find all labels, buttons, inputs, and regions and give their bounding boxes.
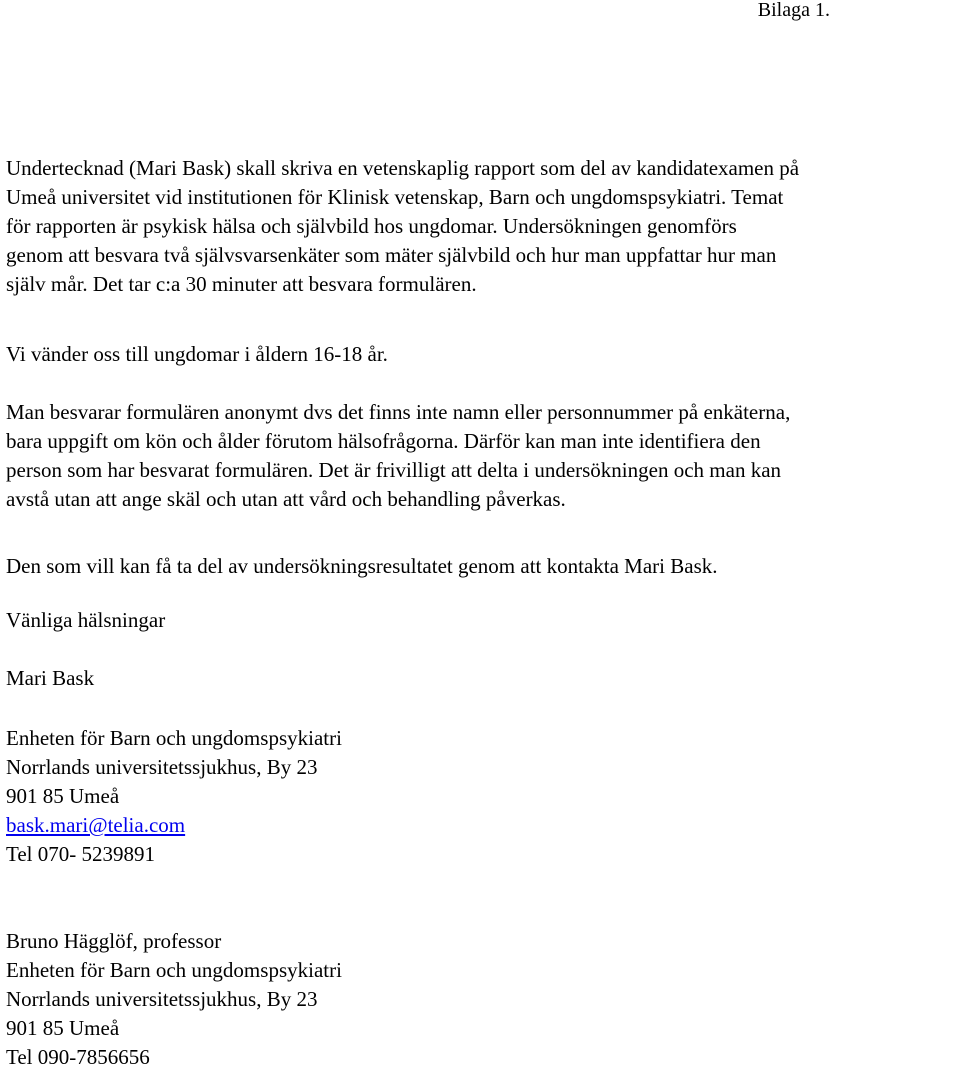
contact-hospital: Norrlands universitetssjukhus, By 23 bbox=[6, 755, 318, 779]
greeting bbox=[6, 606, 956, 635]
results-line: Den som vill kan få ta del av undersökningsresultatet genom att kontakta Mari Bask. bbox=[6, 554, 718, 578]
intro-line: för rapporten är psykisk hälsa och självbild hos ungdomar. Undersökningen genomförs bbox=[6, 214, 737, 238]
intro-line: genom att besvara två självsvarsenkäter som mäter självbild och hur man uppfattar hur man bbox=[6, 243, 777, 267]
target-group-paragraph bbox=[6, 340, 956, 369]
signature-line: Mari Bask bbox=[6, 666, 95, 690]
intro-line: Undertecknad (Mari Bask) skall skriva en vetenskaplig rapport som del av kandidatexamen på bbox=[6, 156, 800, 180]
greeting-line: Vänliga hälsningar bbox=[6, 608, 166, 632]
attachment-label: Bilaga 1. bbox=[757, 0, 830, 21]
anonymity-line: Man besvarar formulären anonymt dvs det finns inte namn eller personnummer på enkäterna, bbox=[6, 400, 791, 424]
anonymity-line: avstå utan att ange skäl och utan att vård och behandling påverkas. bbox=[6, 487, 566, 511]
intro-line: själv mår. Det tar c:a 30 minuter att besvara formulären. bbox=[6, 272, 477, 296]
signature bbox=[6, 664, 956, 693]
contact-name: Bruno Hägglöf, professor bbox=[6, 929, 222, 953]
contact-unit: Enheten för Barn och ungdomspsykiatri bbox=[6, 726, 342, 750]
anonymity-line: person som har besvarat formulären. Det är frivilligt att delta i undersökningen och man kan bbox=[6, 458, 782, 482]
contact-phone: Tel 070- 5239891 bbox=[6, 842, 156, 866]
anonymity-paragraph bbox=[6, 398, 956, 514]
contact-phone: Tel 090-7856656 bbox=[6, 1045, 150, 1069]
contact-block-mari bbox=[6, 724, 956, 869]
contact-block-bruno bbox=[6, 927, 956, 1072]
target-group-line: Vi vänder oss till ungdomar i åldern 16-18 år. bbox=[6, 342, 388, 366]
contact-hospital: Norrlands universitetssjukhus, By 23 bbox=[6, 987, 318, 1011]
results-paragraph bbox=[6, 552, 956, 581]
contact-unit: Enheten för Barn och ungdomspsykiatri bbox=[6, 958, 342, 982]
intro-line: Umeå universitet vid institutionen för Klinisk vetenskap, Barn och ungdomspsykiatri. Temat bbox=[6, 185, 784, 209]
contact-postal: 901 85 Umeå bbox=[6, 784, 120, 808]
contact-postal: 901 85 Umeå bbox=[6, 1016, 120, 1040]
contact-email-link[interactable]: bask.mari@telia.com bbox=[6, 813, 186, 837]
intro-paragraph bbox=[6, 154, 956, 299]
anonymity-line: bara uppgift om kön och ålder förutom hälsofrågorna. Därför kan man inte identifiera den bbox=[6, 429, 761, 453]
